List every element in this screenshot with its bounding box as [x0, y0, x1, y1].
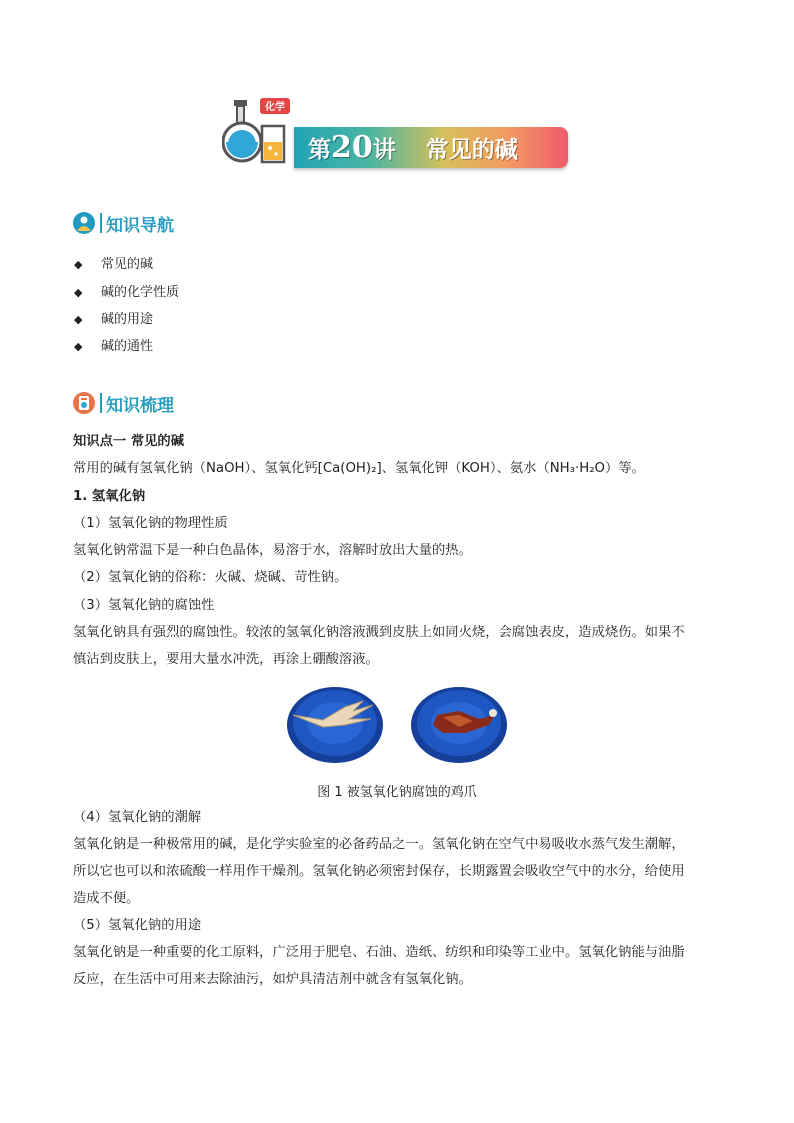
lesson-number: 20	[331, 130, 373, 165]
section-divider	[100, 213, 102, 233]
paragraph: 造成不便。	[73, 891, 140, 906]
subsection-title: （5）氢氧化钠的用途	[73, 918, 202, 933]
diamond-bullet-icon: ◆	[74, 340, 83, 353]
section-title-navigation: 知识导航	[106, 216, 174, 236]
paragraph: 常用的碱有氢氧化钠（NaOH）、氢氧化钙[Ca(OH)₂]、氢氧化钾（KOH）、氨水（NH₃·H₂O）等。	[73, 461, 645, 476]
subject-badge: 化学	[265, 102, 285, 113]
nav-list-item: ◆ 常见的碱	[74, 257, 154, 272]
diamond-bullet-icon: ◆	[74, 258, 83, 271]
knowledge-point-title: 知识点一 常见的碱	[73, 434, 185, 449]
section-title-review: 知识梳理	[106, 396, 174, 416]
paragraph: 氢氧化钠是一种重要的化工原料，广泛用于肥皂、石油、造纸、纺织和印染等工业中。氢氧化钠能与油脂	[73, 945, 685, 960]
diamond-bullet-icon: ◆	[74, 313, 83, 326]
lesson-title-banner	[294, 127, 568, 168]
paragraph: 所以它也可以和浓硫酸一样用作干燥剂。氢氧化钠必须密封保存，长期露置会吸收空气中的水分，给使用	[73, 864, 685, 879]
nav-list-item: ◆ 碱的化学性质	[74, 285, 180, 300]
review-icon	[72, 391, 96, 415]
subsection-title: （4）氢氧化钠的潮解	[73, 810, 202, 825]
subsection-title: （3）氢氧化钠的腐蚀性	[73, 598, 215, 613]
paragraph: 氢氧化钠具有强烈的腐蚀性。较浓的氢氧化钠溶液溅到皮肤上如同火烧，会腐蚀表皮，造成烧伤。如果不	[73, 625, 685, 640]
lesson-title: 第20讲 常见的碱	[308, 130, 518, 165]
paragraph: 反应，在生活中可用来去除油污，如炉具清洁剂中就含有氢氧化钠。	[73, 972, 472, 987]
corroded-chicken-feet-photo	[283, 675, 511, 767]
subsection-title: （2）氢氧化钠的俗称：火碱、烧碱、苛性钠。	[73, 570, 348, 585]
paragraph: 慎沾到皮肤上，要用大量水冲洗，再涂上硼酸溶液。	[73, 652, 379, 667]
lesson-topic: 常见的碱	[425, 136, 518, 163]
subsection-heading: 1. 氢氧化钠	[73, 489, 146, 504]
paragraph: 氢氧化钠是一种极常用的碱，是化学实验室的必备药品之一。氢氧化钠在空气中易吸收水蒸气发生潮解，	[73, 837, 685, 852]
nav-list-item: ◆ 碱的用途	[74, 312, 154, 327]
figure-caption: 图 1 被氢氧化钠腐蚀的鸡爪	[317, 785, 477, 800]
nav-list-item: ◆ 碱的通性	[74, 339, 154, 354]
navigation-icon	[72, 211, 96, 235]
section-divider	[100, 393, 102, 413]
diamond-bullet-icon: ◆	[74, 286, 83, 299]
paragraph: 氢氧化钠常温下是一种白色晶体，易溶于水，溶解时放出大量的热。	[73, 543, 472, 558]
chemistry-flask-icon	[222, 96, 294, 168]
subsection-title: （1）氢氧化钠的物理性质	[73, 516, 228, 531]
